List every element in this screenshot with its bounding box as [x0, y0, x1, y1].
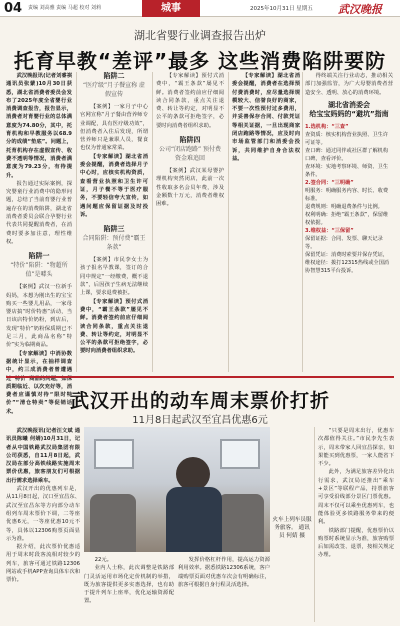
- guide-item-text: 保留凭证：消费时索要并保存凭证，维权途径：拨打12315热线或全国消协智慧315平台投诉。: [305, 251, 389, 274]
- guide-item-text: 明服务：明确服务内容、时长、收费标准。: [305, 187, 389, 202]
- article-paragraph: 【案例】市民李女士为孩子报名早教课，签订的合同中规定“一经缴费，概不退款”，后因孩子生病无法继续上课，要求退费被拒。: [80, 257, 148, 297]
- trap-subtitle: 合同陷阱：预付费“霸王条款”: [82, 235, 146, 252]
- guide-item: [305, 123, 393, 147]
- section-tab: 城事: [142, 0, 200, 17]
- guide-item-text: 权利明确：拒绝“霸王条款”，保留维权依据。: [305, 211, 389, 226]
- page-header: [0, 0, 400, 17]
- story1-column-4: [232, 72, 300, 372]
- guide-item-text: 查资质：核实机构营业执照、卫生许可证等。: [305, 131, 389, 146]
- guide-item: [305, 163, 393, 179]
- article-paragraph: 武汉开出的优惠列车是，从11月8日起，汉口至宜昌东、武汉至宜昌东等方向部分动车组列车周末票价下调，二等座优惠6元，一等座优惠10元不等，具体以12306购票页面显示为准。: [6, 486, 80, 542]
- trap-heading: [80, 225, 148, 252]
- guide-item-text: 退费规则：明确退费条件与比例。: [305, 203, 383, 210]
- article-paragraph: 【专家解读】预付式消费中，“霸王条款”屡见不鲜。消费者签约前应仔细阅读合同条款，重点关注退费、转让等约定，对明显不公平的条款可拒绝签字，必要时向消费者组织求助。: [80, 298, 148, 355]
- column-divider: [314, 427, 315, 622]
- guide-heading-title: 给宝宝妈妈的“避坑”指南: [309, 109, 389, 118]
- guide-item: [305, 179, 393, 203]
- story2-column-3: [178, 556, 270, 622]
- trap-heading: [80, 72, 148, 99]
- photo-caption: 火车上列车员服务旅客。 通讯员 何婧 摄: [272, 517, 312, 539]
- guide-item: [305, 211, 393, 227]
- trap-subtitle: “特价”陷阱：“物超所值”是噱头: [10, 262, 68, 279]
- guide-item: [305, 227, 393, 251]
- photo-attendant-body: [166, 487, 222, 552]
- photo-seat: [90, 494, 136, 552]
- column-divider: [152, 72, 153, 372]
- article-paragraph: 【案例】武汉一位新手妈妈，本想为刚出生的宝宝购买一些婴儿用品，一家母婴店搞“时价特惠”活动，当日该店特价奶粉，到店后，发现“特价”奶粉保质期已不足三月，此商品名称“特价”实为临期商品。: [6, 284, 72, 349]
- article-paragraph: 【专家解读】中消协数据统计显示，在抽样调查中，约三成消费者曾遭遇过“特价”商品的问题，如保质期临近、以次充好等，消费者应谨慎对待“限时特价”“清仓特卖”等促销话术。: [6, 350, 72, 415]
- guide-heading-sub: 湖北省消委会: [328, 100, 370, 109]
- article-paragraph: 【案例】一家月子中心官网宣称“月子餐由营养师专业调配，具有医疗级功效”，但消费者入住后发现，所谓营养师只是兼职人员，餐食也仅为普通家常菜。: [80, 104, 148, 152]
- story2-headline: 武汉开出的动车周末票价打折: [69, 390, 330, 412]
- story2-column-1: [6, 427, 80, 622]
- trap-title: 陷阱三: [103, 225, 125, 234]
- trap-title: 陷阱四: [179, 136, 201, 145]
- guide-box: [305, 72, 393, 372]
- article-paragraph: 【专家解读】湖北省消委会提醒，消费者选择月子中心时，应核实机构资质，查看营业执照和卫生许可证，月子餐不等于医疗服务，不要轻信夸大宣传，如遇问题应保留证据及时投诉。: [80, 153, 148, 218]
- guide-heading: [305, 101, 393, 119]
- guide-item-text: 查环境：实地考察环境、师资、卫生条件。: [305, 163, 389, 178]
- article-paragraph: 报告通过实际案例，探究婴童行业消费中的隐形问题，总结了当前育婴行业普遍存在的消费陷阱，湖北省消费者委员会联合孕婴行业代表共同提醒消费者，在消费时要多加注意，理性维权。: [6, 180, 72, 245]
- article-paragraph: “只要是周末出行，优惠车次都值得关注。”市民李先生表示，周末带家人回宜昌探亲，如果能买到优惠票，一家人能省下不少。: [318, 428, 394, 468]
- article-paragraph: 发挥价格杠杆作用，提高运力资源利用效率。据悉铁路12306系统，客户端购票页面对优惠车次会有明确标注，旅客可根据自身行程灵活选择。: [178, 557, 270, 588]
- story1-kicker: 湖北省婴行业调查报告出炉: [134, 29, 266, 42]
- trap-subtitle: “医疗级”月子餐宣称 虚假宣传: [82, 82, 146, 98]
- article-paragraph: 22元。: [94, 557, 112, 563]
- masthead-logo: 武汉晚报: [338, 3, 382, 16]
- page-number: 04: [4, 1, 23, 16]
- guide-list: [305, 123, 393, 275]
- photo-window: [94, 439, 134, 469]
- issue-date: 2025年10月31日 星期五: [250, 6, 313, 12]
- editor-credits: 责编 刘高雅 责编 马超 校对 刘莉: [28, 5, 101, 11]
- article-paragraph: 武汉晚报讯(记者刘睿祺 通讯员张蒙)10月30日获悉，湖北省消费者委员会发布了2025年度全省婴行业消费调查报告，报告显示，消费者对育婴行业的总体满意度为74.80分，其中，托育机构和早教服务以68.9分的成绩“垫底”。问题上，托育机构存在虚假宣传、收费不透明等情况，消费者满意度为79.23分，有待提升。: [6, 73, 72, 179]
- photo-seat: [218, 494, 264, 552]
- story-divider: [6, 376, 394, 378]
- article-paragraph: 【专家解读】湖北省消委会提醒，消费者在选择预付费消费时，应尽量选择规模较大、信誉良好的商家，不要一次性预付过多费用，并妥善保存合同、付款凭证等相关证据，一旦出现商家闭店跑路等情况，应及时向市场监管部门和消委会投诉，共同维护自身合法权益。: [232, 73, 300, 162]
- story2-column-4: [318, 427, 394, 622]
- story1-column-1: [6, 72, 72, 415]
- trap-heading: [6, 252, 72, 279]
- article-paragraph: 【案例】武汉某母婴护理机构突然闭店，此前一次性收取多名会员年费，涉及金额数十万元，消费者维权困难。: [156, 168, 224, 208]
- column-divider: [76, 72, 77, 372]
- trap-title: 陷阱一: [28, 252, 50, 261]
- article-paragraph: 得终端关注行业动态，推动相关部门加强监管，为广大母婴消费者营造安全、透明、放心的消费环境。: [305, 73, 393, 96]
- story1-column-2: [80, 72, 148, 372]
- article-paragraph: 铁路部门提醒，优惠票价以购票时系统显示为准，旅客购票后如需改签、退票，按相关规定办理。: [318, 527, 394, 559]
- guide-item: [305, 203, 393, 211]
- article-paragraph: 据介绍，此次票价优惠适用于周末时段客流相对较少的列车，旅客可通过铁路12306网站或手机APP查询具体车次和票价。: [6, 544, 80, 584]
- train-interior-photo: [84, 427, 270, 552]
- story1-headline: 托育早教“差评”最多 这些消费陷阱要防: [13, 49, 387, 73]
- column-divider: [228, 72, 229, 372]
- trap-subtitle: 公司“闭店跑路” 预付费资金难追回: [158, 146, 222, 163]
- guide-item-heading: 3.维权益：“三保留”: [305, 227, 354, 234]
- column-divider: [302, 72, 303, 372]
- guide-item-text: 保留证据：合同、发票、聊天记录等。: [305, 235, 383, 250]
- article-paragraph: 【专家解读】预付式消费中，“霸王条款”屡见不鲜。消费者签约前应仔细阅读合同条款，重点关注退费、转让等约定，对明显不公平的条款可拒绝签字，必要时向消费者组织求助。: [156, 73, 224, 129]
- guide-item: [305, 147, 393, 163]
- trap-heading: [156, 136, 224, 163]
- guide-item-heading: 2.签合同：“三明确”: [305, 179, 354, 186]
- photo-window: [220, 439, 260, 469]
- article-paragraph: 此外，为满足旅客差异化出行需求，武汉局还推出“乘车+景区”等联程产品，持票旅客可享受沿线部分景区门票优惠。周末不仅可以乘坐优惠列车，也能体验更多铁路服务带来的便利。: [318, 469, 394, 526]
- story2-column-2: [84, 556, 174, 622]
- photo-attendant-head: [176, 457, 210, 491]
- article-paragraph: 业内人士称，此次调整是铁路部门灵活运用市场化定价机制的举措，既为旅客提供更多实惠选择，也有助于提升列车上座率，优化运输资源配置。: [84, 565, 174, 605]
- guide-item-text: 查口碑：通过同伴或社区群了解机构口碑，查看评价。: [305, 147, 389, 162]
- guide-item: [305, 251, 393, 275]
- story2-subhead: 11月8日起武汉至宜昌优惠6元: [132, 415, 268, 426]
- trap-title: 陷阱二: [103, 72, 125, 80]
- article-paragraph: 武汉晚报讯(记者汪文斌 通讯员陈曦 何婧)10月31日，记者从中国铁路武汉局集团有限公司获悉，自11月8日起，武汉局在部分高铁线路实施周末票价优惠，旅客朋友们可根据出行需求选择乘车。: [6, 428, 80, 484]
- story1-column-3: [156, 72, 224, 372]
- guide-item-heading: 1.选机构：“三查”: [305, 123, 349, 130]
